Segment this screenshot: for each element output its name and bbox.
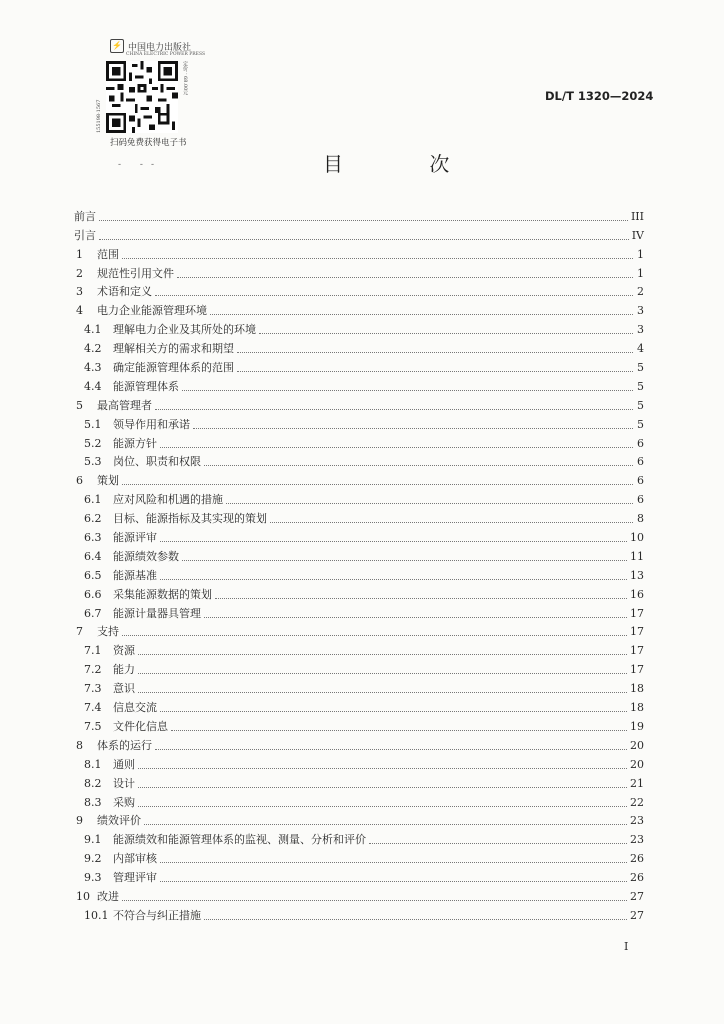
toc-entry-label: 能源评审 xyxy=(113,531,157,545)
toc-entry-page: 3 xyxy=(637,323,644,337)
toc-entry[interactable] xyxy=(74,413,644,432)
toc-dot-leader xyxy=(182,559,627,561)
toc-dot-leader xyxy=(193,427,633,429)
toc-entry-label: 理解相关方的需求和期望 xyxy=(113,342,234,356)
toc-entry-page: 22 xyxy=(630,795,644,809)
toc-dot-leader xyxy=(204,464,633,466)
toc-entry-label: 能源方针 xyxy=(113,436,157,450)
toc-entry-label: 采购 xyxy=(113,795,135,809)
toc-entry[interactable] xyxy=(74,602,644,621)
publisher-logo-icon: ⚡ xyxy=(110,39,124,53)
toc-dot-leader xyxy=(144,823,627,825)
toc-entry[interactable] xyxy=(74,658,644,677)
toc-entry-number: 6.4 xyxy=(84,549,102,563)
qr-side-text-right: 定价：68.00元 xyxy=(182,61,188,96)
toc-entry-label: 能源计量器具管理 xyxy=(113,606,201,620)
toc-entry-number: 7.4 xyxy=(84,701,102,715)
toc-entry[interactable] xyxy=(74,639,644,658)
toc-entry[interactable] xyxy=(74,451,644,470)
toc-entry-number: 4.1 xyxy=(84,323,102,337)
toc-entry-page: 1 xyxy=(637,266,644,280)
toc-dot-leader xyxy=(160,861,627,863)
toc-entry-page: 23 xyxy=(630,833,644,847)
toc-entry-number: 9.1 xyxy=(84,833,102,847)
toc-entry-label: 能源绩效和能源管理体系的监视、测量、分析和评价 xyxy=(113,833,366,847)
toc-entry-number: 7.1 xyxy=(84,644,102,658)
toc-dot-leader xyxy=(99,238,629,240)
toc-entry-page: IV xyxy=(631,228,644,242)
toc-entry-page: 17 xyxy=(630,606,644,620)
toc-dot-leader xyxy=(138,691,627,693)
toc-entry-number: 6.1 xyxy=(84,493,102,507)
toc-entry-label: 能力 xyxy=(113,663,135,677)
toc-entry-label: 确定能源管理体系的范围 xyxy=(113,361,234,375)
toc-entry-label: 能源绩效参数 xyxy=(113,549,179,563)
qr-side-text-left: 155198·1567 xyxy=(96,99,102,133)
toc-entry-page: 6 xyxy=(637,436,644,450)
toc-entry-page: 6 xyxy=(637,474,644,488)
toc-entry-number: 8.2 xyxy=(84,776,102,790)
toc-dot-leader xyxy=(122,257,633,259)
publisher-english-name: CHINA ELECTRIC POWER PRESS xyxy=(126,52,206,57)
toc-entry-label: 引言 xyxy=(74,228,96,242)
toc-entry-page: 4 xyxy=(637,342,644,356)
toc-entry-number: 7.2 xyxy=(84,663,102,677)
toc-entry-page: 23 xyxy=(630,814,644,828)
toc-entry-number: 7.3 xyxy=(84,682,102,696)
toc-entry-number: 6.2 xyxy=(84,512,102,526)
toc-dot-leader xyxy=(155,294,633,296)
toc-entry[interactable] xyxy=(74,621,644,640)
toc-dot-leader xyxy=(160,710,627,712)
toc-entry-label: 内部审核 xyxy=(113,852,157,866)
toc-entry[interactable] xyxy=(74,432,644,451)
toc-entry-page: 26 xyxy=(630,871,644,885)
toc-dot-leader xyxy=(226,502,633,504)
qr-caption: 扫码免费获得电子书 xyxy=(110,138,187,148)
toc-dot-leader xyxy=(138,805,627,807)
toc-entry-number: 7.5 xyxy=(84,719,102,733)
toc-entry[interactable] xyxy=(74,337,644,356)
toc-entry-label: 设计 xyxy=(113,776,135,790)
page-number: I xyxy=(624,940,629,953)
toc-entry[interactable] xyxy=(74,564,644,583)
toc-entry-page: 26 xyxy=(630,852,644,866)
toc-entry-label: 前言 xyxy=(74,209,96,223)
toc-entry-number: 6.3 xyxy=(84,531,102,545)
toc-entry-page: 5 xyxy=(637,417,644,431)
toc-entry-page: 3 xyxy=(637,304,644,318)
toc-entry[interactable] xyxy=(74,224,644,243)
toc-entry-label: 改进 xyxy=(97,889,119,903)
toc-entry-label: 资源 xyxy=(113,644,135,658)
toc-entry[interactable] xyxy=(74,299,644,318)
toc-dot-leader xyxy=(155,748,627,750)
standard-code: DL/T 1320—2024 xyxy=(545,89,654,103)
toc-entry-page: 11 xyxy=(630,549,644,563)
toc-dot-leader xyxy=(237,351,633,353)
toc-entry-page: III xyxy=(630,209,644,223)
toc-entry-number: 9.2 xyxy=(84,852,102,866)
toc-entry-label: 采集能源数据的策划 xyxy=(113,587,212,601)
toc-entry[interactable] xyxy=(74,847,644,866)
toc-entry[interactable] xyxy=(74,885,644,904)
toc-entry-page: 27 xyxy=(630,908,644,922)
toc-entry[interactable] xyxy=(74,281,644,300)
toc-entry-page: 18 xyxy=(630,701,644,715)
toc-dot-leader xyxy=(138,786,627,788)
toc-entry[interactable] xyxy=(74,866,644,885)
toc-entry-page: 5 xyxy=(637,398,644,412)
toc-entry[interactable] xyxy=(74,469,644,488)
toc-entry-page: 17 xyxy=(630,644,644,658)
qr-block xyxy=(96,38,206,148)
toc-entry-label: 管理评审 xyxy=(113,871,157,885)
table-of-contents xyxy=(74,205,644,923)
toc-entry-page: 6 xyxy=(637,455,644,469)
toc-entry-label: 绩效评价 xyxy=(97,814,141,828)
toc-entry-label: 意识 xyxy=(113,682,135,696)
toc-entry-number: 5 xyxy=(76,398,83,412)
toc-entry-page: 8 xyxy=(637,512,644,526)
toc-entry[interactable] xyxy=(74,583,644,602)
toc-entry[interactable] xyxy=(74,205,644,224)
toc-entry-label: 最高管理者 xyxy=(97,398,152,412)
toc-entry[interactable] xyxy=(74,507,644,526)
toc-entry[interactable] xyxy=(74,715,644,734)
toc-dot-leader xyxy=(270,521,633,523)
toc-dot-leader xyxy=(369,842,627,844)
toc-entry-number: 10.1 xyxy=(84,908,109,922)
toc-entry-number: 4.2 xyxy=(84,342,102,356)
toc-entry[interactable] xyxy=(74,262,644,281)
toc-dot-leader xyxy=(138,653,627,655)
toc-entry-page: 5 xyxy=(637,361,644,375)
toc-entry-number: 3 xyxy=(76,285,83,299)
toc-entry-number: 9 xyxy=(76,814,83,828)
toc-entry-number: 8.3 xyxy=(84,795,102,809)
toc-entry-label: 规范性引用文件 xyxy=(97,266,174,280)
toc-entry-number: 1 xyxy=(76,247,83,261)
toc-entry-page: 13 xyxy=(630,568,644,582)
toc-dot-leader xyxy=(204,616,627,618)
toc-entry-page: 10 xyxy=(630,531,644,545)
toc-entry-label: 支持 xyxy=(97,625,119,639)
toc-entry-number: 2 xyxy=(76,266,83,280)
toc-entry[interactable] xyxy=(74,318,644,337)
toc-entry[interactable] xyxy=(74,753,644,772)
toc-entry-page: 17 xyxy=(630,663,644,677)
toc-entry-label: 范围 xyxy=(97,247,119,261)
toc-entry-number: 10 xyxy=(76,889,90,903)
toc-entry-number: 6.6 xyxy=(84,587,102,601)
toc-entry[interactable] xyxy=(74,810,644,829)
toc-entry[interactable] xyxy=(74,545,644,564)
toc-dot-leader xyxy=(122,483,633,485)
toc-entry-page: 5 xyxy=(637,379,644,393)
toc-entry-label: 理解电力企业及其所处的环境 xyxy=(113,323,256,337)
toc-entry-label: 信息交流 xyxy=(113,701,157,715)
toc-entry-page: 21 xyxy=(630,776,644,790)
toc-dot-leader xyxy=(138,767,627,769)
toc-entry-label: 文件化信息 xyxy=(113,719,168,733)
decorative-dashes: - -- xyxy=(118,160,162,170)
toc-entry-number: 4 xyxy=(76,304,83,318)
toc-dot-leader xyxy=(204,918,627,920)
toc-dot-leader xyxy=(160,880,627,882)
toc-entry-number: 5.1 xyxy=(84,417,102,431)
toc-entry-label: 策划 xyxy=(97,474,119,488)
toc-entry-number: 6 xyxy=(76,474,83,488)
toc-entry-number: 4.4 xyxy=(84,379,102,393)
toc-entry-number: 6.5 xyxy=(84,568,102,582)
toc-dot-leader xyxy=(122,634,627,636)
toc-dot-leader xyxy=(210,313,633,315)
toc-entry-label: 不符合与纠正措施 xyxy=(113,908,201,922)
toc-entry-page: 20 xyxy=(630,757,644,771)
toc-entry[interactable] xyxy=(74,488,644,507)
toc-entry[interactable] xyxy=(74,791,644,810)
toc-title: 目 次 xyxy=(323,152,490,176)
toc-entry[interactable] xyxy=(74,375,644,394)
toc-entry-page: 2 xyxy=(637,285,644,299)
toc-entry-label: 应对风险和机遇的措施 xyxy=(113,493,223,507)
toc-dot-leader xyxy=(182,389,633,391)
toc-entry[interactable] xyxy=(74,243,644,262)
toc-entry-page: 17 xyxy=(630,625,644,639)
toc-entry[interactable] xyxy=(74,696,644,715)
toc-entry-label: 岗位、职责和权限 xyxy=(113,455,201,469)
publisher-name: 中国电力出版社 xyxy=(128,42,192,53)
toc-entry-number: 9.3 xyxy=(84,871,102,885)
toc-dot-leader xyxy=(259,332,633,334)
toc-dot-leader xyxy=(177,276,633,278)
toc-dot-leader xyxy=(155,408,633,410)
toc-entry-number: 8 xyxy=(76,738,83,752)
toc-dot-leader xyxy=(138,672,627,674)
toc-entry-label: 能源基准 xyxy=(113,568,157,582)
toc-dot-leader xyxy=(171,729,627,731)
toc-entry-page: 19 xyxy=(630,719,644,733)
toc-entry-number: 5.3 xyxy=(84,455,102,469)
toc-entry-label: 能源管理体系 xyxy=(113,379,179,393)
toc-entry-page: 18 xyxy=(630,682,644,696)
toc-entry-label: 通则 xyxy=(113,757,135,771)
toc-dot-leader xyxy=(160,446,633,448)
toc-entry[interactable] xyxy=(74,394,644,413)
toc-entry-page: 6 xyxy=(637,493,644,507)
toc-dot-leader xyxy=(99,219,628,221)
toc-entry-number: 8.1 xyxy=(84,757,102,771)
toc-entry-number: 7 xyxy=(76,625,83,639)
toc-dot-leader xyxy=(160,540,627,542)
toc-entry-page: 16 xyxy=(630,587,644,601)
toc-entry[interactable] xyxy=(74,356,644,375)
toc-entry[interactable] xyxy=(74,772,644,791)
toc-dot-leader xyxy=(122,899,627,901)
toc-entry[interactable] xyxy=(74,677,644,696)
qr-code-icon[interactable] xyxy=(106,61,178,133)
toc-dot-leader xyxy=(215,597,627,599)
toc-entry-label: 术语和定义 xyxy=(97,285,152,299)
toc-entry-number: 6.7 xyxy=(84,606,102,620)
toc-entry-label: 电力企业能源管理环境 xyxy=(97,304,207,318)
toc-entry-label: 体系的运行 xyxy=(97,738,152,752)
toc-dot-leader xyxy=(237,370,633,372)
toc-entry[interactable] xyxy=(74,734,644,753)
toc-entry-page: 1 xyxy=(637,247,644,261)
toc-entry[interactable] xyxy=(74,904,644,923)
toc-entry-number: 4.3 xyxy=(84,361,102,375)
toc-entry-label: 目标、能源指标及其实现的策划 xyxy=(113,512,267,526)
toc-entry-page: 27 xyxy=(630,889,644,903)
toc-entry[interactable] xyxy=(74,526,644,545)
toc-dot-leader xyxy=(160,578,627,580)
toc-entry[interactable] xyxy=(74,828,644,847)
toc-entry-number: 5.2 xyxy=(84,436,102,450)
toc-entry-page: 20 xyxy=(630,738,644,752)
toc-entry-label: 领导作用和承诺 xyxy=(113,417,190,431)
